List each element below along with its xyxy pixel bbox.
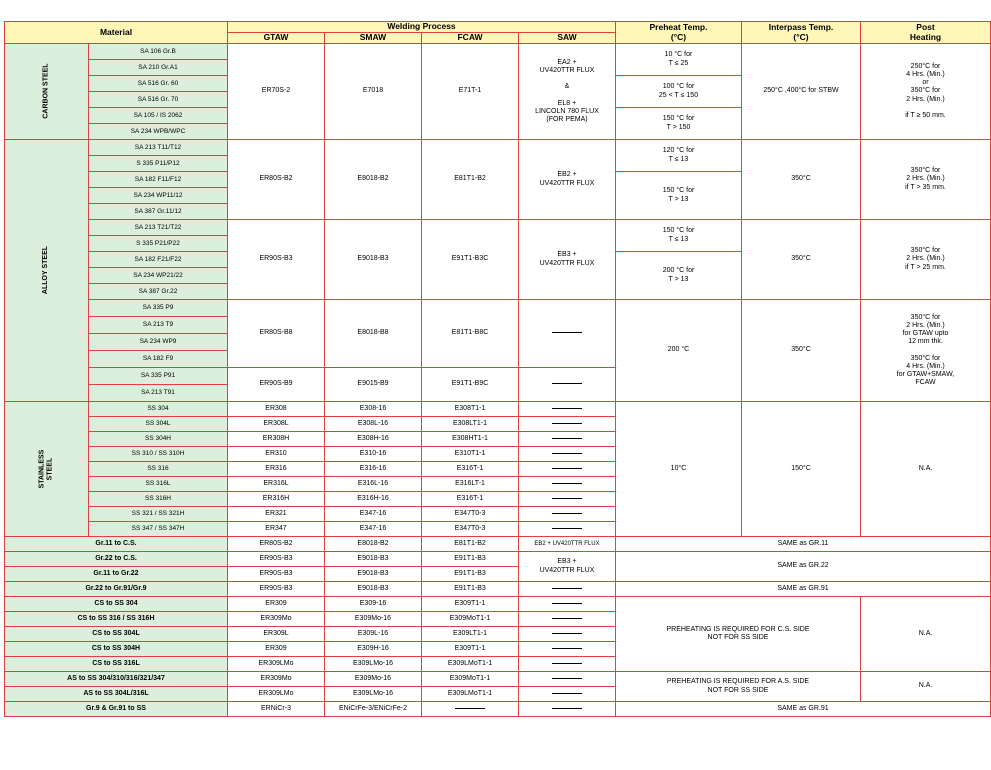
smaw-cell: E309Mo-16 [325, 672, 422, 687]
table-row [5, 140, 991, 156]
dissimilar-material-cell: Gr.9 & Gr.91 to SS [5, 702, 228, 717]
gtaw-cell: ER316L [228, 477, 325, 492]
gtaw-cell: ER310 [228, 447, 325, 462]
fcaw-cell: E91T1-B3 [422, 552, 519, 567]
post-heating-cell: 350°C for 2 Hrs. (Min.) if T > 35 mm. [861, 140, 991, 220]
preheat-cell: 150 °C for T > 13 [616, 172, 742, 220]
gtaw-cell: ER316H [228, 492, 325, 507]
category-alloy-steel [5, 140, 89, 402]
dash-mark [552, 408, 582, 409]
fcaw-cell [422, 702, 519, 717]
table-row [5, 22, 991, 33]
smaw-cell: E9018-B3 [325, 567, 422, 582]
gtaw-cell: ER309L [228, 627, 325, 642]
material-cell: SA 182 F11/F12 [89, 172, 228, 188]
saw-cell [519, 492, 616, 507]
post-heating-cell: 350°C for 2 Hrs. (Min.) for GTAW upto 12 mm thk. 350°C for 4 Hrs. (Min.) for GTAW+SMAW, FCAW [861, 300, 991, 402]
smaw-cell: E310-16 [325, 447, 422, 462]
dash-mark [552, 603, 582, 604]
gtaw-cell: ER347 [228, 522, 325, 537]
header-fcaw: FCAW [422, 33, 519, 44]
saw-cell [519, 402, 616, 417]
preheat-note-cell: PREHEATING IS REQUIRED FOR C.S. SIDE NOT FOR SS SIDE [616, 597, 861, 672]
dash-mark [552, 383, 582, 384]
saw-cell [519, 447, 616, 462]
post-heating-cell: N.A. [861, 672, 991, 702]
fcaw-cell: E316T-1 [422, 492, 519, 507]
material-cell: SS 347 / SS 347H [89, 522, 228, 537]
dash-mark [552, 528, 582, 529]
dash-mark [552, 663, 582, 664]
gtaw-cell: ER309Mo [228, 672, 325, 687]
fcaw-cell: E309LMoT1-1 [422, 687, 519, 702]
gtaw-cell: ER80S-B2 [228, 140, 325, 220]
post-heating-cell: N.A. [861, 597, 991, 672]
material-cell: SS 316L [89, 477, 228, 492]
material-cell: SA 182 F21/F22 [89, 252, 228, 268]
gtaw-cell: ER90S-B3 [228, 220, 325, 300]
preheat-cell: 200 °C [616, 300, 742, 402]
dissimilar-material-cell: CS to SS 304L [5, 627, 228, 642]
smaw-cell: E316-16 [325, 462, 422, 477]
header-subline: Heating [909, 31, 942, 42]
saw-cell [519, 642, 616, 657]
dash-mark [552, 693, 582, 694]
material-cell: SA 210 Gr.A1 [89, 60, 228, 76]
material-cell: SS 310 / SS 310H [89, 447, 228, 462]
fcaw-cell: E309T1-1 [422, 597, 519, 612]
saw-cell [519, 522, 616, 537]
fcaw-cell: E310T1-1 [422, 447, 519, 462]
saw-cell [519, 702, 616, 717]
dash-mark [552, 332, 582, 333]
dash-mark [552, 423, 582, 424]
saw-cell [519, 657, 616, 672]
material-cell: SA 182 F9 [89, 351, 228, 368]
saw-cell [519, 582, 616, 597]
fcaw-cell: E347T0-3 [422, 507, 519, 522]
dissimilar-material-cell: AS to SS 304L/316L [5, 687, 228, 702]
smaw-cell: E9018-B3 [325, 552, 422, 567]
material-cell: SA 516 Gr. 60 [89, 76, 228, 92]
dash-mark [552, 708, 582, 709]
gtaw-cell: ER308L [228, 417, 325, 432]
gtaw-cell: ERNiCr-3 [228, 702, 325, 717]
smaw-cell: E309L-16 [325, 627, 422, 642]
dash-mark [552, 513, 582, 514]
saw-cell [519, 627, 616, 642]
table-row [5, 402, 991, 417]
fcaw-cell: E309T1-1 [422, 642, 519, 657]
material-cell: SA 335 P9 [89, 300, 228, 317]
preheat-cell: 150 °C for T > 150 [616, 108, 742, 140]
category-label: ALLOY STEEL [42, 246, 50, 295]
smaw-cell: E347-16 [325, 507, 422, 522]
same-as-cell: SAME as GR.22 [616, 552, 991, 582]
dissimilar-material-cell: CS to SS 304 [5, 597, 228, 612]
fcaw-cell: E347T0-3 [422, 522, 519, 537]
category-label: CARBON STEEL [42, 63, 50, 120]
preheat-cell: 10°C [616, 402, 742, 537]
preheat-cell: 100 °C for 25 < T ≤ 150 [616, 76, 742, 108]
dash-mark [455, 708, 485, 709]
material-cell: SA 234 WPB/WPC [89, 124, 228, 140]
dash-mark [552, 618, 582, 619]
smaw-cell: E309Mo-16 [325, 612, 422, 627]
fcaw-cell: E316T-1 [422, 462, 519, 477]
post-heating-cell: 250°C for 4 Hrs. (Min.) or 350°C for 2 Hrs. (Min.) if T ≥ 50 mm. [861, 44, 991, 140]
fcaw-cell: E316LT-1 [422, 477, 519, 492]
category-label: STAINLESS STEEL [38, 449, 54, 489]
smaw-cell: E308-16 [325, 402, 422, 417]
header-post-heating: Post Heating [861, 22, 991, 44]
fcaw-cell: E91T1-B3 [422, 567, 519, 582]
dissimilar-material-cell: AS to SS 304/310/316/321/347 [5, 672, 228, 687]
saw-cell [519, 368, 616, 402]
gtaw-cell: ER316 [228, 462, 325, 477]
header-material: Material [5, 22, 228, 44]
header-interpass: Interpass Temp. (°C) [742, 22, 861, 44]
fcaw-cell: E308LT1-1 [422, 417, 519, 432]
header-preheat: Preheat Temp. (°C) [616, 22, 742, 44]
dissimilar-material-cell: CS to SS 316 / SS 316H [5, 612, 228, 627]
table-row [5, 702, 991, 717]
dash-mark [552, 438, 582, 439]
table-row [5, 300, 991, 317]
material-cell: SA 234 WP11/12 [89, 188, 228, 204]
table-row [5, 597, 991, 612]
saw-cell [519, 672, 616, 687]
gtaw-cell: ER90S-B9 [228, 368, 325, 402]
post-heating-cell: N.A. [861, 402, 991, 537]
fcaw-cell: E308T1-1 [422, 402, 519, 417]
preheat-note-cell: PREHEATING IS REQUIRED FOR A.S. SIDE NOT FOR SS SIDE [616, 672, 861, 702]
table-row [5, 552, 991, 567]
gtaw-cell: ER90S-B3 [228, 567, 325, 582]
fcaw-cell: E91T1-B3C [422, 220, 519, 300]
saw-cell [519, 507, 616, 522]
saw-cell: EB2 + UV420TTR FLUX [519, 537, 616, 552]
material-cell: SA 105 / IS 2062 [89, 108, 228, 124]
gtaw-cell: ER308H [228, 432, 325, 447]
same-as-cell: SAME as GR.11 [616, 537, 991, 552]
smaw-cell: E8018-B2 [325, 537, 422, 552]
table-row [5, 44, 991, 60]
saw-cell [519, 432, 616, 447]
smaw-cell: E316L-16 [325, 477, 422, 492]
smaw-cell: E9018-B3 [325, 582, 422, 597]
saw-cell: EB3 + UV420TTR FLUX [519, 552, 616, 582]
dash-mark [552, 678, 582, 679]
smaw-cell: E8018-B2 [325, 140, 422, 220]
interpass-cell: 150°C [742, 402, 861, 537]
category-stainless-steel [5, 402, 89, 537]
material-cell: SS 304 [89, 402, 228, 417]
smaw-cell: E309-16 [325, 597, 422, 612]
smaw-cell: E9018-B3 [325, 220, 422, 300]
interpass-cell: 250°C ,400°C for STBW [742, 44, 861, 140]
gtaw-cell: ER90S-B3 [228, 582, 325, 597]
header-subline: (°C) [670, 31, 687, 42]
same-as-cell: SAME as GR.91 [616, 702, 991, 717]
header-welding-process: Welding Process [228, 22, 616, 33]
material-cell: SA 213 T11/T12 [89, 140, 228, 156]
table-row [5, 582, 991, 597]
header-saw: SAW [519, 33, 616, 44]
header-gtaw: GTAW [228, 33, 325, 44]
post-heating-cell: 350°C for 2 Hrs. (Min.) if T > 25 mm. [861, 220, 991, 300]
dash-mark [552, 498, 582, 499]
material-cell: SS 304L [89, 417, 228, 432]
material-cell: SS 304H [89, 432, 228, 447]
material-cell: S 335 P21/P22 [89, 236, 228, 252]
material-cell: SA 106 Gr.B [89, 44, 228, 60]
smaw-cell: E309LMo-16 [325, 657, 422, 672]
material-cell: SA 516 Gr. 70 [89, 92, 228, 108]
saw-cell [519, 477, 616, 492]
fcaw-cell: E308HT1-1 [422, 432, 519, 447]
material-cell: SA 335 P91 [89, 368, 228, 385]
fcaw-cell: E309MoT1-1 [422, 612, 519, 627]
gtaw-cell: ER90S-B3 [228, 552, 325, 567]
saw-cell [519, 612, 616, 627]
smaw-cell: ENiCrFe-3/ENiCrFe-2 [325, 702, 422, 717]
welding-consumable-table [4, 21, 991, 717]
material-cell: SA 234 WP21/22 [89, 268, 228, 284]
material-cell: SS 321 / SS 321H [89, 507, 228, 522]
smaw-cell: E308L-16 [325, 417, 422, 432]
fcaw-cell: E81T1-B2 [422, 537, 519, 552]
gtaw-cell: ER309 [228, 642, 325, 657]
dissimilar-material-cell: Gr.11 to C.S. [5, 537, 228, 552]
gtaw-cell: ER70S-2 [228, 44, 325, 140]
gtaw-cell: ER321 [228, 507, 325, 522]
gtaw-cell: ER80S-B8 [228, 300, 325, 368]
saw-cell: EB3 + UV420TTR FLUX [519, 220, 616, 300]
material-cell: S 335 P11/P12 [89, 156, 228, 172]
interpass-cell: 350°C [742, 220, 861, 300]
table-row [5, 220, 991, 236]
saw-cell [519, 300, 616, 368]
preheat-cell: 200 °C for T > 13 [616, 252, 742, 300]
smaw-cell: E309H-16 [325, 642, 422, 657]
smaw-cell: E316H-16 [325, 492, 422, 507]
smaw-cell: E308H-16 [325, 432, 422, 447]
smaw-cell: E7018 [325, 44, 422, 140]
gtaw-cell: ER309LMo [228, 687, 325, 702]
fcaw-cell: E91T1-B3 [422, 582, 519, 597]
saw-cell [519, 687, 616, 702]
saw-cell: EA2 + UV420TTR FLUX & EL8 + LINCOLN 780 FLUX (FOR PEMA) [519, 44, 616, 140]
table-row [5, 537, 991, 552]
dash-mark [552, 483, 582, 484]
fcaw-cell: E309LT1-1 [422, 627, 519, 642]
smaw-cell: E347-16 [325, 522, 422, 537]
dissimilar-material-cell: CS to SS 316L [5, 657, 228, 672]
preheat-cell: 120 °C for T ≤ 13 [616, 140, 742, 172]
material-cell: SA 213 T91 [89, 385, 228, 402]
material-cell: SA 234 WP9 [89, 334, 228, 351]
saw-cell [519, 417, 616, 432]
dash-mark [552, 648, 582, 649]
header-smaw: SMAW [325, 33, 422, 44]
fcaw-cell: E81T1-B8C [422, 300, 519, 368]
interpass-cell: 350°C [742, 300, 861, 402]
category-carbon-steel [5, 44, 89, 140]
preheat-cell: 10 °C for T ≤ 25 [616, 44, 742, 76]
header-subline: (°C) [793, 31, 809, 42]
smaw-cell: E8018-B8 [325, 300, 422, 368]
saw-cell [519, 597, 616, 612]
dissimilar-material-cell: Gr.11 to Gr.22 [5, 567, 228, 582]
smaw-cell: E309LMo-16 [325, 687, 422, 702]
fcaw-cell: E91T1-B9C [422, 368, 519, 402]
gtaw-cell: ER308 [228, 402, 325, 417]
smaw-cell: E9015-B9 [325, 368, 422, 402]
material-cell: SA 213 T21/T22 [89, 220, 228, 236]
dissimilar-material-cell: CS to SS 304H [5, 642, 228, 657]
material-cell: SS 316H [89, 492, 228, 507]
material-cell: SS 316 [89, 462, 228, 477]
dissimilar-material-cell: Gr.22 to C.S. [5, 552, 228, 567]
gtaw-cell: ER80S-B2 [228, 537, 325, 552]
same-as-cell: SAME as GR.91 [616, 582, 991, 597]
table-row [5, 672, 991, 687]
saw-cell: EB2 + UV420TTR FLUX [519, 140, 616, 220]
dash-mark [552, 633, 582, 634]
dissimilar-material-cell: Gr.22 to Gr.91/Gr.9 [5, 582, 228, 597]
material-cell: SA 387 Gr.11/12 [89, 204, 228, 220]
dash-mark [552, 453, 582, 454]
gtaw-cell: ER309LMo [228, 657, 325, 672]
dash-mark [552, 468, 582, 469]
material-cell: SA 387 Gr.22 [89, 284, 228, 300]
fcaw-cell: E309LMoT1-1 [422, 657, 519, 672]
interpass-cell: 350°C [742, 140, 861, 220]
material-cell: SA 213 T9 [89, 317, 228, 334]
gtaw-cell: ER309 [228, 597, 325, 612]
fcaw-cell: E81T1-B2 [422, 140, 519, 220]
preheat-cell: 150 °C for T ≤ 13 [616, 220, 742, 252]
dash-mark [552, 588, 582, 589]
saw-cell [519, 462, 616, 477]
gtaw-cell: ER309Mo [228, 612, 325, 627]
fcaw-cell: E71T-1 [422, 44, 519, 140]
fcaw-cell: E309MoT1-1 [422, 672, 519, 687]
